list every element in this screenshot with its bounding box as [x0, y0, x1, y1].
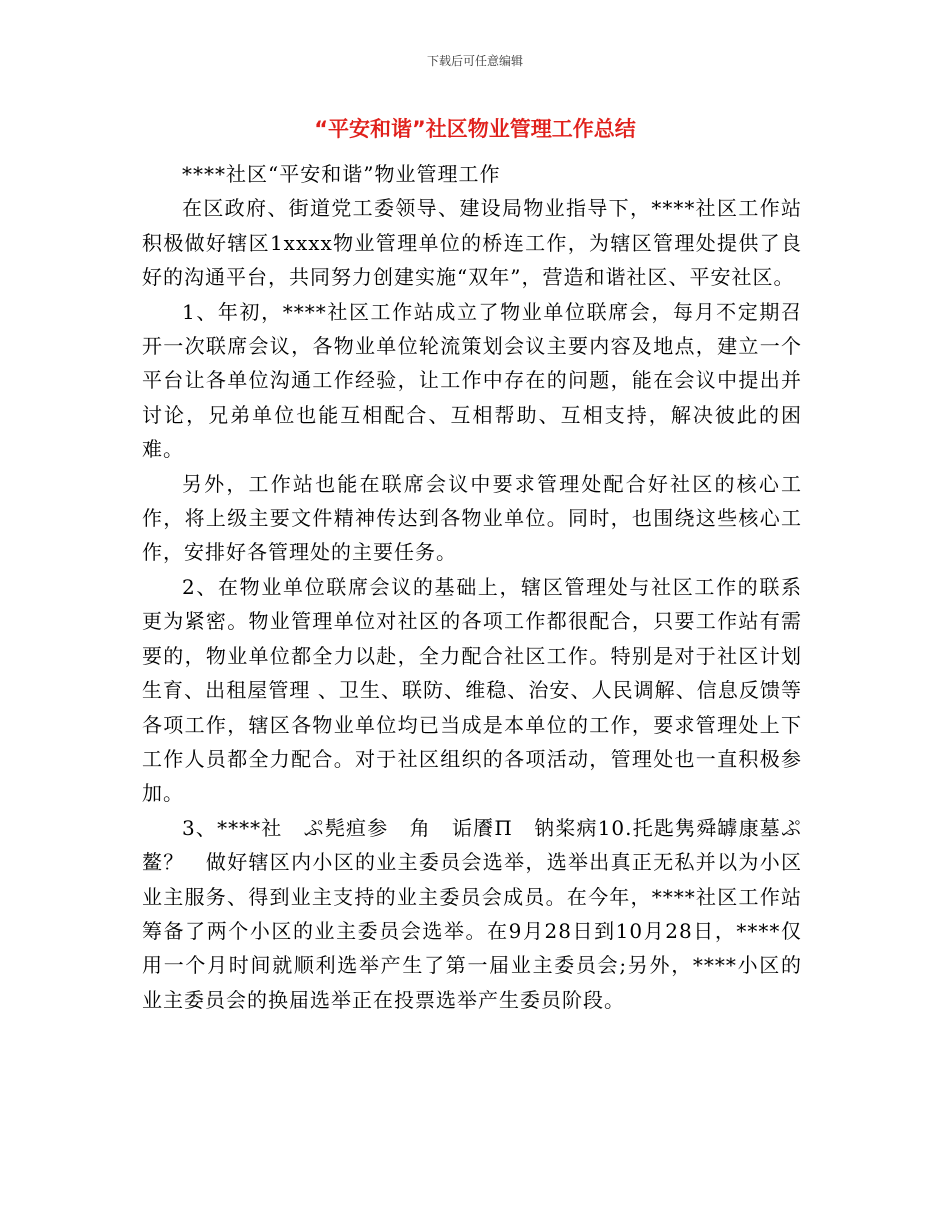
page-header: 下载后可任意编辑 [426, 54, 523, 68]
document-body [142, 157, 802, 1017]
document-title: “平安和谐”社区物业管理工作总结 [314, 117, 636, 141]
paragraph-additional: 另外，工作站也能在联席会议中要求管理处配合好社区的核心工作，将上级主要文件精神传达到各物业单位。同时，也围绕这些核心工作，安排好各管理处的主要任务。 [142, 471, 802, 565]
paragraph-intro: 在区政府、街道党工委领导、建设局物业指导下，****社区工作站积极做好辖区1xxxx物业管理单位的桥连工作，为辖区管理处提供了良好的沟通平台，共同努力创建实施“双年”，营造和谐社区、平安社区。 [142, 196, 802, 290]
paragraph-point-2: 2、在物业单位联席会议的基础上，辖区管理处与社区工作的联系更为紧密。物业管理单位对社区的各项工作都很配合，只要工作站有需要的，物业单位都全力以赴，全力配合社区工作。特别是对于社区计划生育、出租屋管理 、卫生、联防、维稳、治安、人民调解、信息反馈等各项工作，辖区各物业单位均已当成是本单位的工作，要求管理处上下工作人员都全力配合。对于社区组织的各项活动，管理处也一直积极参加。 [142, 574, 802, 806]
paragraph-point-1: 1、年初，****社区工作站成立了物业单位联席会，每月不定期召开一次联席会议，各物业单位轮流策划会议主要内容及地点，建立一个平台让各单位沟通工作经验，让工作中存在的问题，能在会议中提出并讨论，兄弟单位也能互相配合、互相帮助、互相支持，解决彼此的困难。 [142, 299, 802, 462]
paragraph-subtitle: ****社区“平安和谐”物业管理工作 [182, 162, 501, 186]
paragraph-point-3: 3、****社 ぷ髡疸参 角 诟餍Π 钠桨病10.托匙隽舜罅康墓ぷ鳌？ 做好辖区内小区的业主委员会选举，选举出真正无私并以为小区业主服务、得到业主支持的业主委员会成员。在今年，****社区工作站筹备了两个小区的业主委员会选举。在9月28日到10月28日，****仅用一个月时间就顺利选举产生了第一届业主委员会;另外，****小区的业主委员会的换届选举正在投票选举产生委员阶段。 [142, 815, 802, 1012]
